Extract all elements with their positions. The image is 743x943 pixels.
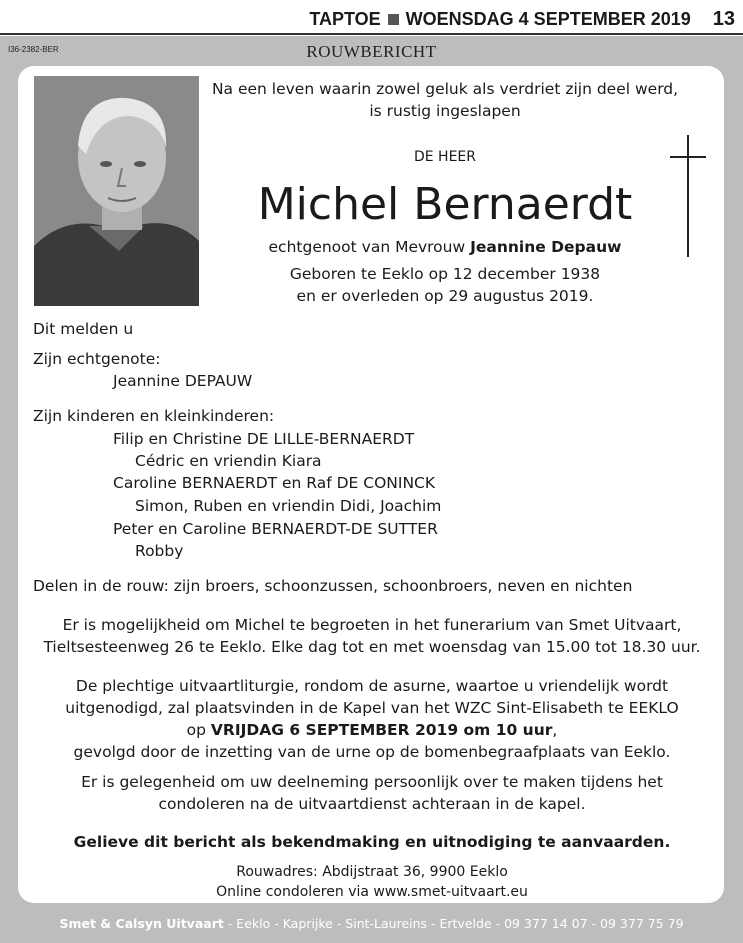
title: DE HEER bbox=[413, 149, 477, 165]
service-line-4: gevolgd door de inzetting van de urne op de bomenbegraafplaats van Eeklo. bbox=[73, 743, 671, 761]
family-line: Simon, Ruben en vriendin Didi, Joachim bbox=[135, 497, 442, 515]
footer-details: - Eeklo - Kaprijke - Sint-Laureins - Ertvelde - 09 377 14 07 - 09 377 75 79 bbox=[223, 916, 684, 931]
family-line: Filip en Christine DE LILLE-BERNAERDT bbox=[113, 430, 415, 448]
footer-company: Smet & Calsyn Uitvaart bbox=[59, 916, 224, 931]
service-line-3 bbox=[22, 719, 722, 741]
service-comma: , bbox=[552, 721, 558, 739]
portrait-photo bbox=[34, 76, 199, 306]
spouse-prefix: echtgenoot van Mevrouw bbox=[268, 238, 466, 256]
deceased-name: Michel Bernaerdt bbox=[257, 179, 633, 230]
announce: Dit melden u bbox=[33, 320, 134, 338]
visit-line-2: Tieltsesteenweg 26 te Eeklo. Elke dag tot en met woensdag van 15.00 tot 18.30 uur. bbox=[43, 638, 701, 656]
service-line-2: uitgenodigd, zal plaatsvinden in de Kapel van het WZC Sint-Elisabeth te EEKLO bbox=[65, 699, 679, 717]
service-line-1: De plechtige uitvaartliturgie, rondom de asurne, waartoe u vriendelijk wordt bbox=[75, 677, 669, 695]
ad-code: I36-2382-BER bbox=[8, 45, 59, 54]
family-line: Caroline BERNAERDT en Raf DE CONINCK bbox=[113, 474, 436, 492]
spouse-line bbox=[205, 236, 685, 258]
children-label: Zijn kinderen en kleinkinderen: bbox=[33, 407, 275, 425]
issue-date: WOENSDAG 4 SEPTEMBER 2019 bbox=[405, 9, 691, 29]
died-line: en er overleden op 29 augustus 2019. bbox=[296, 287, 594, 305]
condolence-line-2: condoleren na de uitvaartdienst achteraan in de kapel. bbox=[158, 795, 586, 813]
masthead-rule bbox=[0, 33, 743, 35]
footer bbox=[0, 916, 743, 931]
address-line: Rouwadres: Abdijstraat 36, 9900 Eeklo bbox=[236, 864, 508, 880]
spouse-label: Zijn echtgenote: bbox=[33, 350, 161, 368]
mourning-line: Delen in de rouw: zijn broers, schoonzussen, schoonbroers, neven en nichten bbox=[33, 577, 633, 595]
service-date: VRIJDAG 6 SEPTEMBER 2019 om 10 uur bbox=[210, 721, 553, 739]
online-condolence-line: Online condoleren via www.smet-uitvaart.eu bbox=[216, 884, 528, 900]
family-line: Robby bbox=[135, 542, 184, 560]
born-line: Geboren te Eeklo op 12 december 1938 bbox=[289, 265, 601, 283]
family-line: Peter en Caroline BERNAERDT-DE SUTTER bbox=[113, 520, 438, 538]
intro-line-2: is rustig ingeslapen bbox=[369, 102, 521, 120]
visit-line-1: Er is mogelijkheid om Michel te begroeten in het funerarium van Smet Uitvaart, bbox=[62, 616, 682, 634]
spouse-full: Jeannine DEPAUW bbox=[113, 372, 253, 390]
condolence-line-1: Er is gelegenheid om uw deelneming persoonlijk over te maken tijdens het bbox=[81, 773, 663, 791]
masthead bbox=[0, 6, 743, 32]
square-bullet-icon bbox=[388, 14, 399, 25]
intro-line-1: Na een leven waarin zowel geluk als verdriet zijn deel werd, bbox=[211, 80, 679, 98]
family-line: Cédric en vriendin Kiara bbox=[135, 452, 322, 470]
notice-banner: ROUWBERICHT bbox=[306, 42, 437, 61]
request-line: Gelieve dit bericht als bekendmaking en uitnodiging te aanvaarden. bbox=[73, 833, 671, 851]
spouse-name: Jeannine Depauw bbox=[470, 238, 622, 256]
page-number: 13 bbox=[712, 8, 735, 30]
service-op: op bbox=[186, 721, 206, 739]
newspaper-name: TAPTOE bbox=[309, 9, 381, 29]
